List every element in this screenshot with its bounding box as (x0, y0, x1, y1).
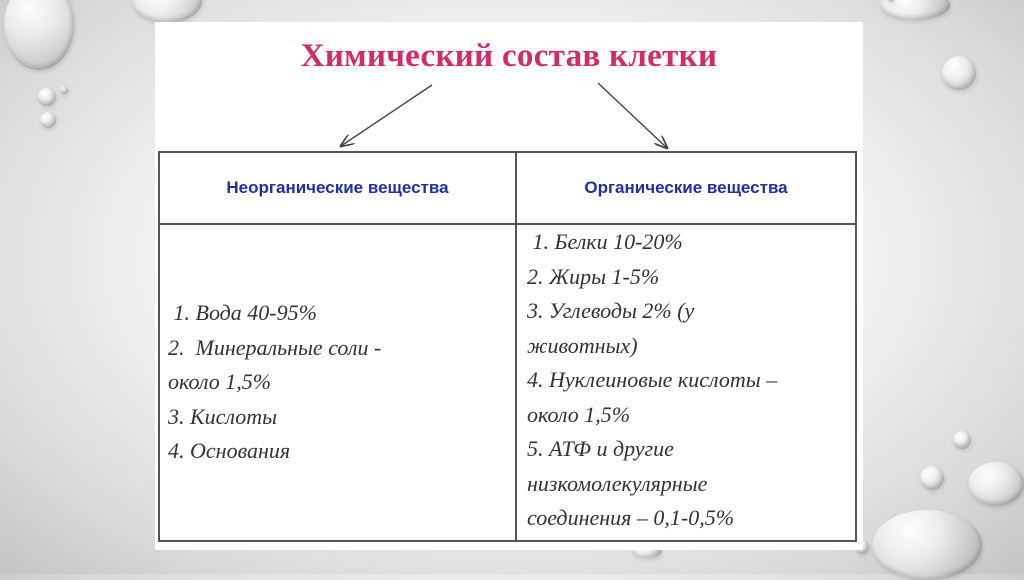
water-drop-decoration (872, 510, 982, 580)
table-header-row (159, 152, 856, 224)
header-organic: Органические вещества (516, 152, 856, 224)
water-drop-decoration (968, 462, 1024, 506)
inorganic-list (159, 224, 516, 541)
list-item: около 1,5% (168, 369, 272, 394)
arrow-left (341, 85, 432, 146)
slide-title: Химический состав клетки (300, 38, 718, 74)
water-drop-decoration (920, 466, 944, 490)
list-item: 1. Вода 40-95% (168, 300, 317, 325)
list-item: 5. АТФ и другие (527, 436, 674, 461)
list-item: 2. Минеральные соли - (168, 334, 382, 360)
list-item: 4. Нуклеиновые кислоты – (527, 367, 778, 392)
slide-content (155, 22, 863, 550)
organic-list (516, 224, 856, 541)
table-row (159, 224, 856, 541)
list-item: 3. Углеводы 2% (у (527, 298, 695, 323)
water-drop-decoration (953, 431, 971, 449)
composition-table (158, 151, 857, 542)
header-inorganic: Неорганические вещества (159, 152, 516, 224)
list-item: низкомолекулярные (527, 470, 708, 496)
list-item: 1. Белки 10-20% (527, 229, 683, 254)
list-item: животных) (527, 332, 638, 358)
water-drop-decoration (38, 88, 56, 106)
list-item: соединения – 0,1-0,5% (527, 505, 735, 530)
water-drop-decoration (132, 0, 202, 23)
water-drop-decoration (40, 112, 56, 128)
arrow-right (598, 83, 667, 148)
list-item: около 1,5% (527, 401, 631, 427)
water-drop-decoration (942, 56, 976, 90)
water-drop-decoration (880, 0, 950, 20)
water-drop-decoration (60, 86, 68, 94)
list-item: 2. Жиры 1-5% (527, 263, 660, 289)
water-drop-decoration (4, 0, 74, 70)
list-item: 4. Основания (168, 438, 291, 463)
list-item: 3. Кислоты (168, 403, 278, 429)
